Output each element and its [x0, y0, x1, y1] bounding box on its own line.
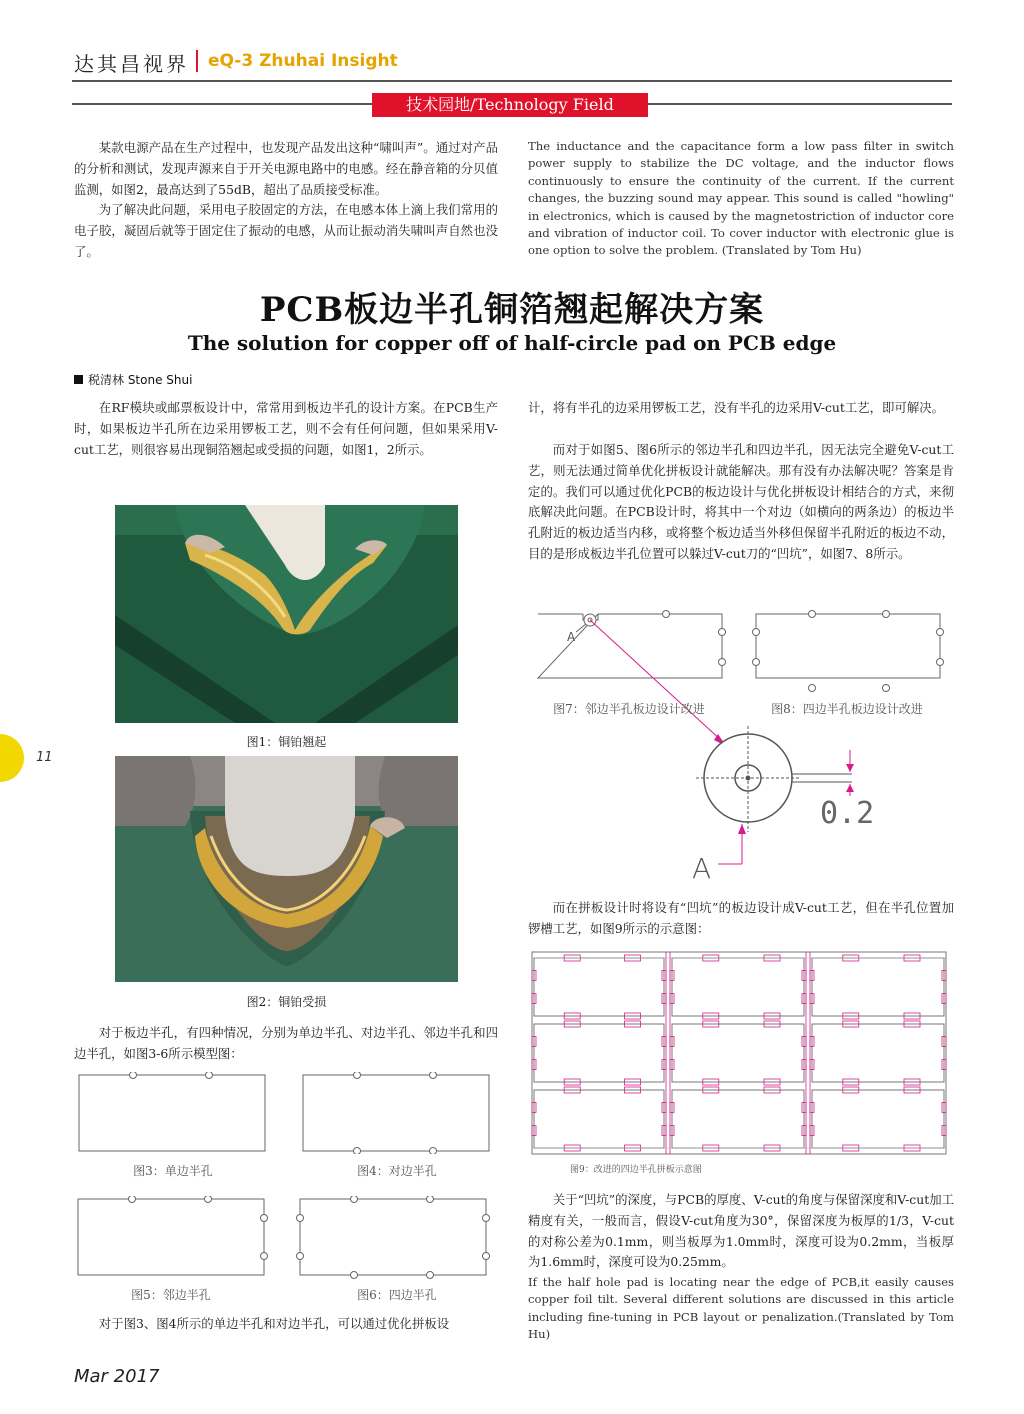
fig4-caption: 图4：对边半孔	[357, 1164, 437, 1178]
magazine-title-en: eQ-3 Zhuhai Insight	[208, 51, 398, 71]
label-a-big: A	[692, 852, 712, 885]
left-paragraph-2: 对于板边半孔，有四种情况，分别为单边半孔、对边半孔、邻边半孔和四边半孔，如图3-6所示模型图：	[74, 1025, 498, 1061]
fig2-caption: 图2：铜铂受损	[246, 995, 327, 1009]
bullet-square-icon	[74, 375, 83, 384]
header-rule-top	[72, 80, 952, 82]
fig9-panel-diagram	[530, 950, 950, 1160]
prev-en-paragraph: The inductance and the capacitance form a low pass filter in switch power supply to stabilize the DC voltage, and the inductor flows continuously to ensure the continuity of the current. If the current changes, the buzzing sound may appear. This sound is called "howling" in electronics, which is caused by the magnetostriction of inductor core and vibration of inductor coil. To cover inductor with electronic glue is one option to solve the problem. (Translated by Tom Hu)	[528, 139, 954, 258]
right-paragraph-2: 而对于如图5、图6所示的邻边半孔和四边半孔，因无法完全避免V-cut工艺，则无法通过简单优化拼板设计就能解决。那有没有办法解决呢？答案是肯定的。我们可以通过优化PCB的板边设计与优化拼板设计相结合的方式，来彻底解决此问题。在PCB设计时，将其中一个对边（如横向的两条边）的板边半孔附近的板边适当内移，或将整个板边适当外移但保留半孔附近的板边不动，目的是形成板边半孔位置可以躲过V-cut刀的“凹坑”，如图7、8所示。	[528, 442, 954, 561]
fig6-diagram	[296, 1196, 494, 1280]
author-name: 税清林 Stone Shui	[88, 373, 193, 387]
left-paragraph-1: 在RF模块或邮票板设计中，常常用到板边半孔的设计方案。在PCB生产时，如果板边半孔所在边采用锣板工艺，则不会有任何问题，但如果采用V-cut工艺，则很容易出现铜箔翘起或受损的问题，如图1，2所示。	[74, 400, 498, 457]
page-tab	[0, 734, 24, 782]
fig3-diagram	[78, 1072, 268, 1154]
right-en-summary: If the half hole pad is locating near the edge of PCB,it easily causes copper foil tilt. Several different solutions are discussed in this article including fine-tuning in PCB layout or penalization.(Translated by Tom Hu)	[528, 1275, 954, 1342]
article-title-cn: PCB板边半孔铜箔翘起解决方案	[259, 290, 765, 330]
label-a-small: A	[567, 630, 576, 644]
label-dimension: 0.2	[820, 796, 875, 831]
fig7-fig8-diagram	[528, 600, 956, 890]
photo-copper-lifted	[115, 505, 458, 723]
right-paragraph-4: 关于“凹坑”的深度，与PCB的厚度、V-cut的角度与保留深度和V-cut加工精度有关，一般而言，假设V-cut角度为30°，保留深度为板厚的1/3，V-cut的对称公差为0.1mm，则当板厚为1.0mm时，深度可设为0.2mm，当板厚为1.6mm时，深度可设为0.25mm。	[528, 1192, 954, 1270]
article-title-en: The solution for copper off of half-circle pad on PCB edge	[187, 331, 837, 355]
right-paragraph-3: 而在拼板设计时将设有“凹坑”的板边设计成V-cut工艺，但在半孔位置加锣槽工艺，如图9所示的示意图：	[528, 900, 954, 936]
page-number: 11	[36, 750, 53, 765]
fig1-caption: 图1：铜铂翘起	[246, 735, 327, 749]
issue-date: Mar 2017	[74, 1366, 160, 1387]
fig6-caption: 图6：四边半孔	[357, 1288, 437, 1302]
section-tag: 技术园地/Technology Field	[372, 93, 648, 117]
fig3-caption: 图3：单边半孔	[133, 1164, 213, 1178]
fig7-caption: 图7：邻边半孔板边设计改进	[553, 702, 705, 716]
right-paragraph-1: 计，将有半孔的边采用锣板工艺，没有半孔的边采用V-cut工艺，即可解决。	[528, 400, 945, 415]
header-divider	[196, 50, 198, 72]
fig9-caption: 图9：改进的四边半孔拼板示意图	[570, 1165, 702, 1175]
fig8-caption: 图8：四边半孔板边设计改进	[771, 702, 923, 716]
prev-cn-paragraph-2: 为了解决此问题，采用电子胶固定的方法，在电感本体上滴上我们常用的电子胶，凝固后就等于固定住了振动的电感，从而让振动消失啸叫声自然也没了。	[74, 202, 498, 259]
fig5-diagram	[76, 1196, 270, 1280]
left-paragraph-3: 对于图3、图4所示的单边半孔和对边半孔，可以通过优化拼板设	[98, 1316, 450, 1331]
photo-copper-damaged	[115, 756, 458, 982]
fig4-diagram	[302, 1072, 492, 1154]
prev-article-en	[528, 138, 954, 260]
magazine-title-cn: 达其昌视界	[74, 52, 189, 76]
fig5-caption: 图5：邻边半孔	[131, 1288, 211, 1302]
prev-article-cn	[74, 138, 498, 263]
prev-cn-paragraph-1: 某款电源产品在生产过程中，也发现产品发出这种“啸叫声”。通过对产品的分析和测试，发现声源来自于开关电源电路中的电感。经在静音箱的分贝值监测，如图2，最高达到了55dB，超出了品质接受标准。	[74, 140, 498, 197]
author-byline	[74, 371, 192, 388]
